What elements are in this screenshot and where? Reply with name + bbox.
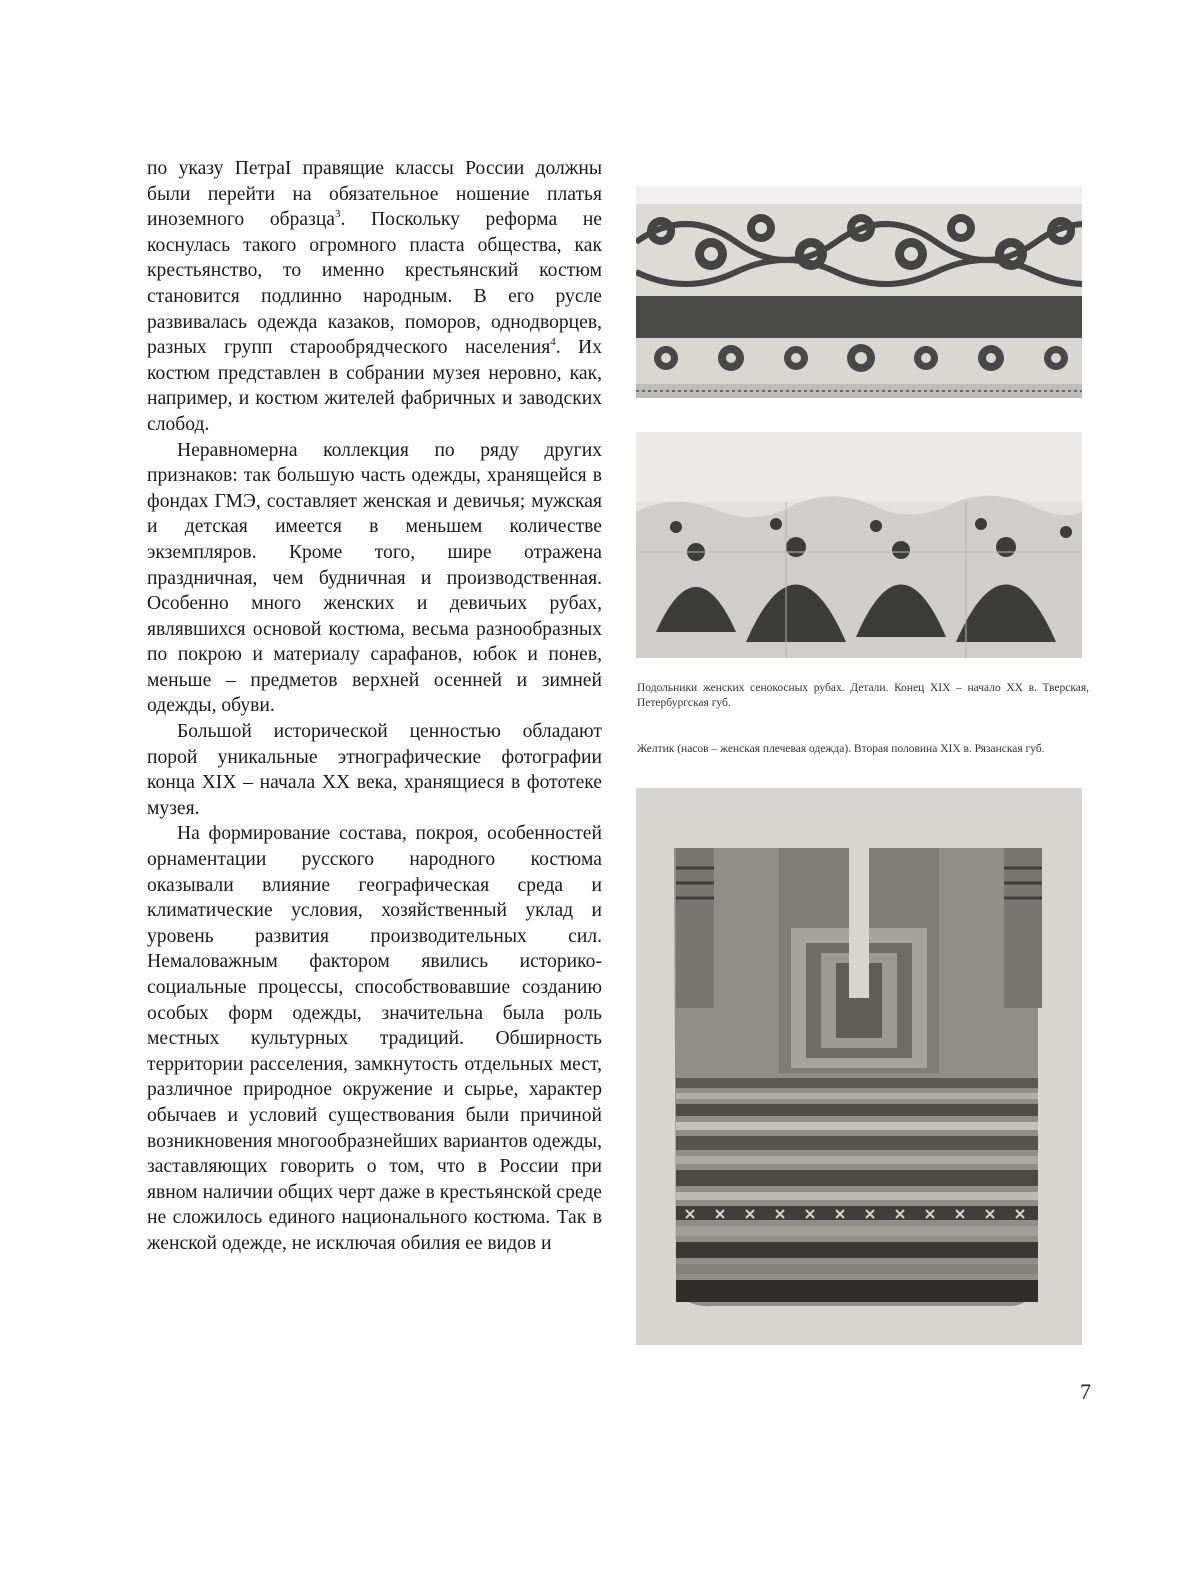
paragraph-1 [147,156,602,438]
footnote-ref-4[interactable]: 4 [550,336,556,349]
paragraph-3: Большой исторической ценностью обладают порой уникальные этнографические фотографии конца XIX – начала XX века, хранящиеся в фототеке музея. [147,721,602,819]
body-text-column [147,156,602,1257]
footnote-ref-3[interactable]: 3 [335,208,341,221]
paragraph-1-part-c: . Их костюм представлен в собрании музея неровно, как, например, и костюм жителей фабричных и заводских слобод. [147,337,602,435]
page-number: 7 [1080,1379,1091,1404]
paragraph-4: На формирование состава, покроя, особенностей орнаментации русского народного костюма оказывали влияние географическая среда и климатические условия, хозяйственный уклад и уровень развития производительных сил. Немаловажным фактором явились историко-социальные процессы, способствовавшие созданию особых форм одежды, значительна была роль местных культурных традиций. Обширность территории расселения, замкнутость отдельных мест, различное природное окружение и сырье, характер обычаев и условий существования были причиной возникновения многообразнейших вариантов одежды, заставляющих говорить о том, что в России при явном наличии общих черт даже в крестьянской среде не сложилось единого национального костюма. Так в женской одежде, не исключая обилия ее видов и [147,823,602,1254]
paragraph-2: Неравномерна коллекция по ряду других признаков: так большую часть одежды, хранящейся в фондах ГМЭ, составляет женская и девичья; мужская и детская имеется в меньшем количестве экземпляров. Кроме того, шире отражена праздничная, чем будничная и производственная. Особенно много женских и девичьих рубах, являвшихся основой костюма, весьма разнообразных по покрою и материалу сарафанов, юбок и понев, меньше – предметов верхней осенней и зимней одежды, обуви. [147,439,602,717]
paragraph-1-part-b: . Поскольку реформа не коснулась такого огромного пласта общества, как крестьянство, то именно крестьянский костюм становится подлинно народным. В его русле развивалась одежда казаков, поморов, однодворцев, разных групп старообрядческого населения [147,209,602,359]
embroidery-photo-bottom [636,432,1082,658]
caption-zheltik: Желтик (насов – женская плечевая одежда). Вторая половина XIX в. Рязанская губ. [637,743,1045,755]
embroidery-photo-top [636,186,1082,398]
zheltik-photo [636,788,1082,1345]
paragraph-1-part-a: по указу ПетраI правящие классы России должны были перейти на обязательное ношение платья иноземного образца [147,158,602,231]
caption-embroidery: Подольники женских сенокосных рубах. Детали. Конец XIX – начало XX в. Тверская, Петербургская губ. [637,682,1089,709]
